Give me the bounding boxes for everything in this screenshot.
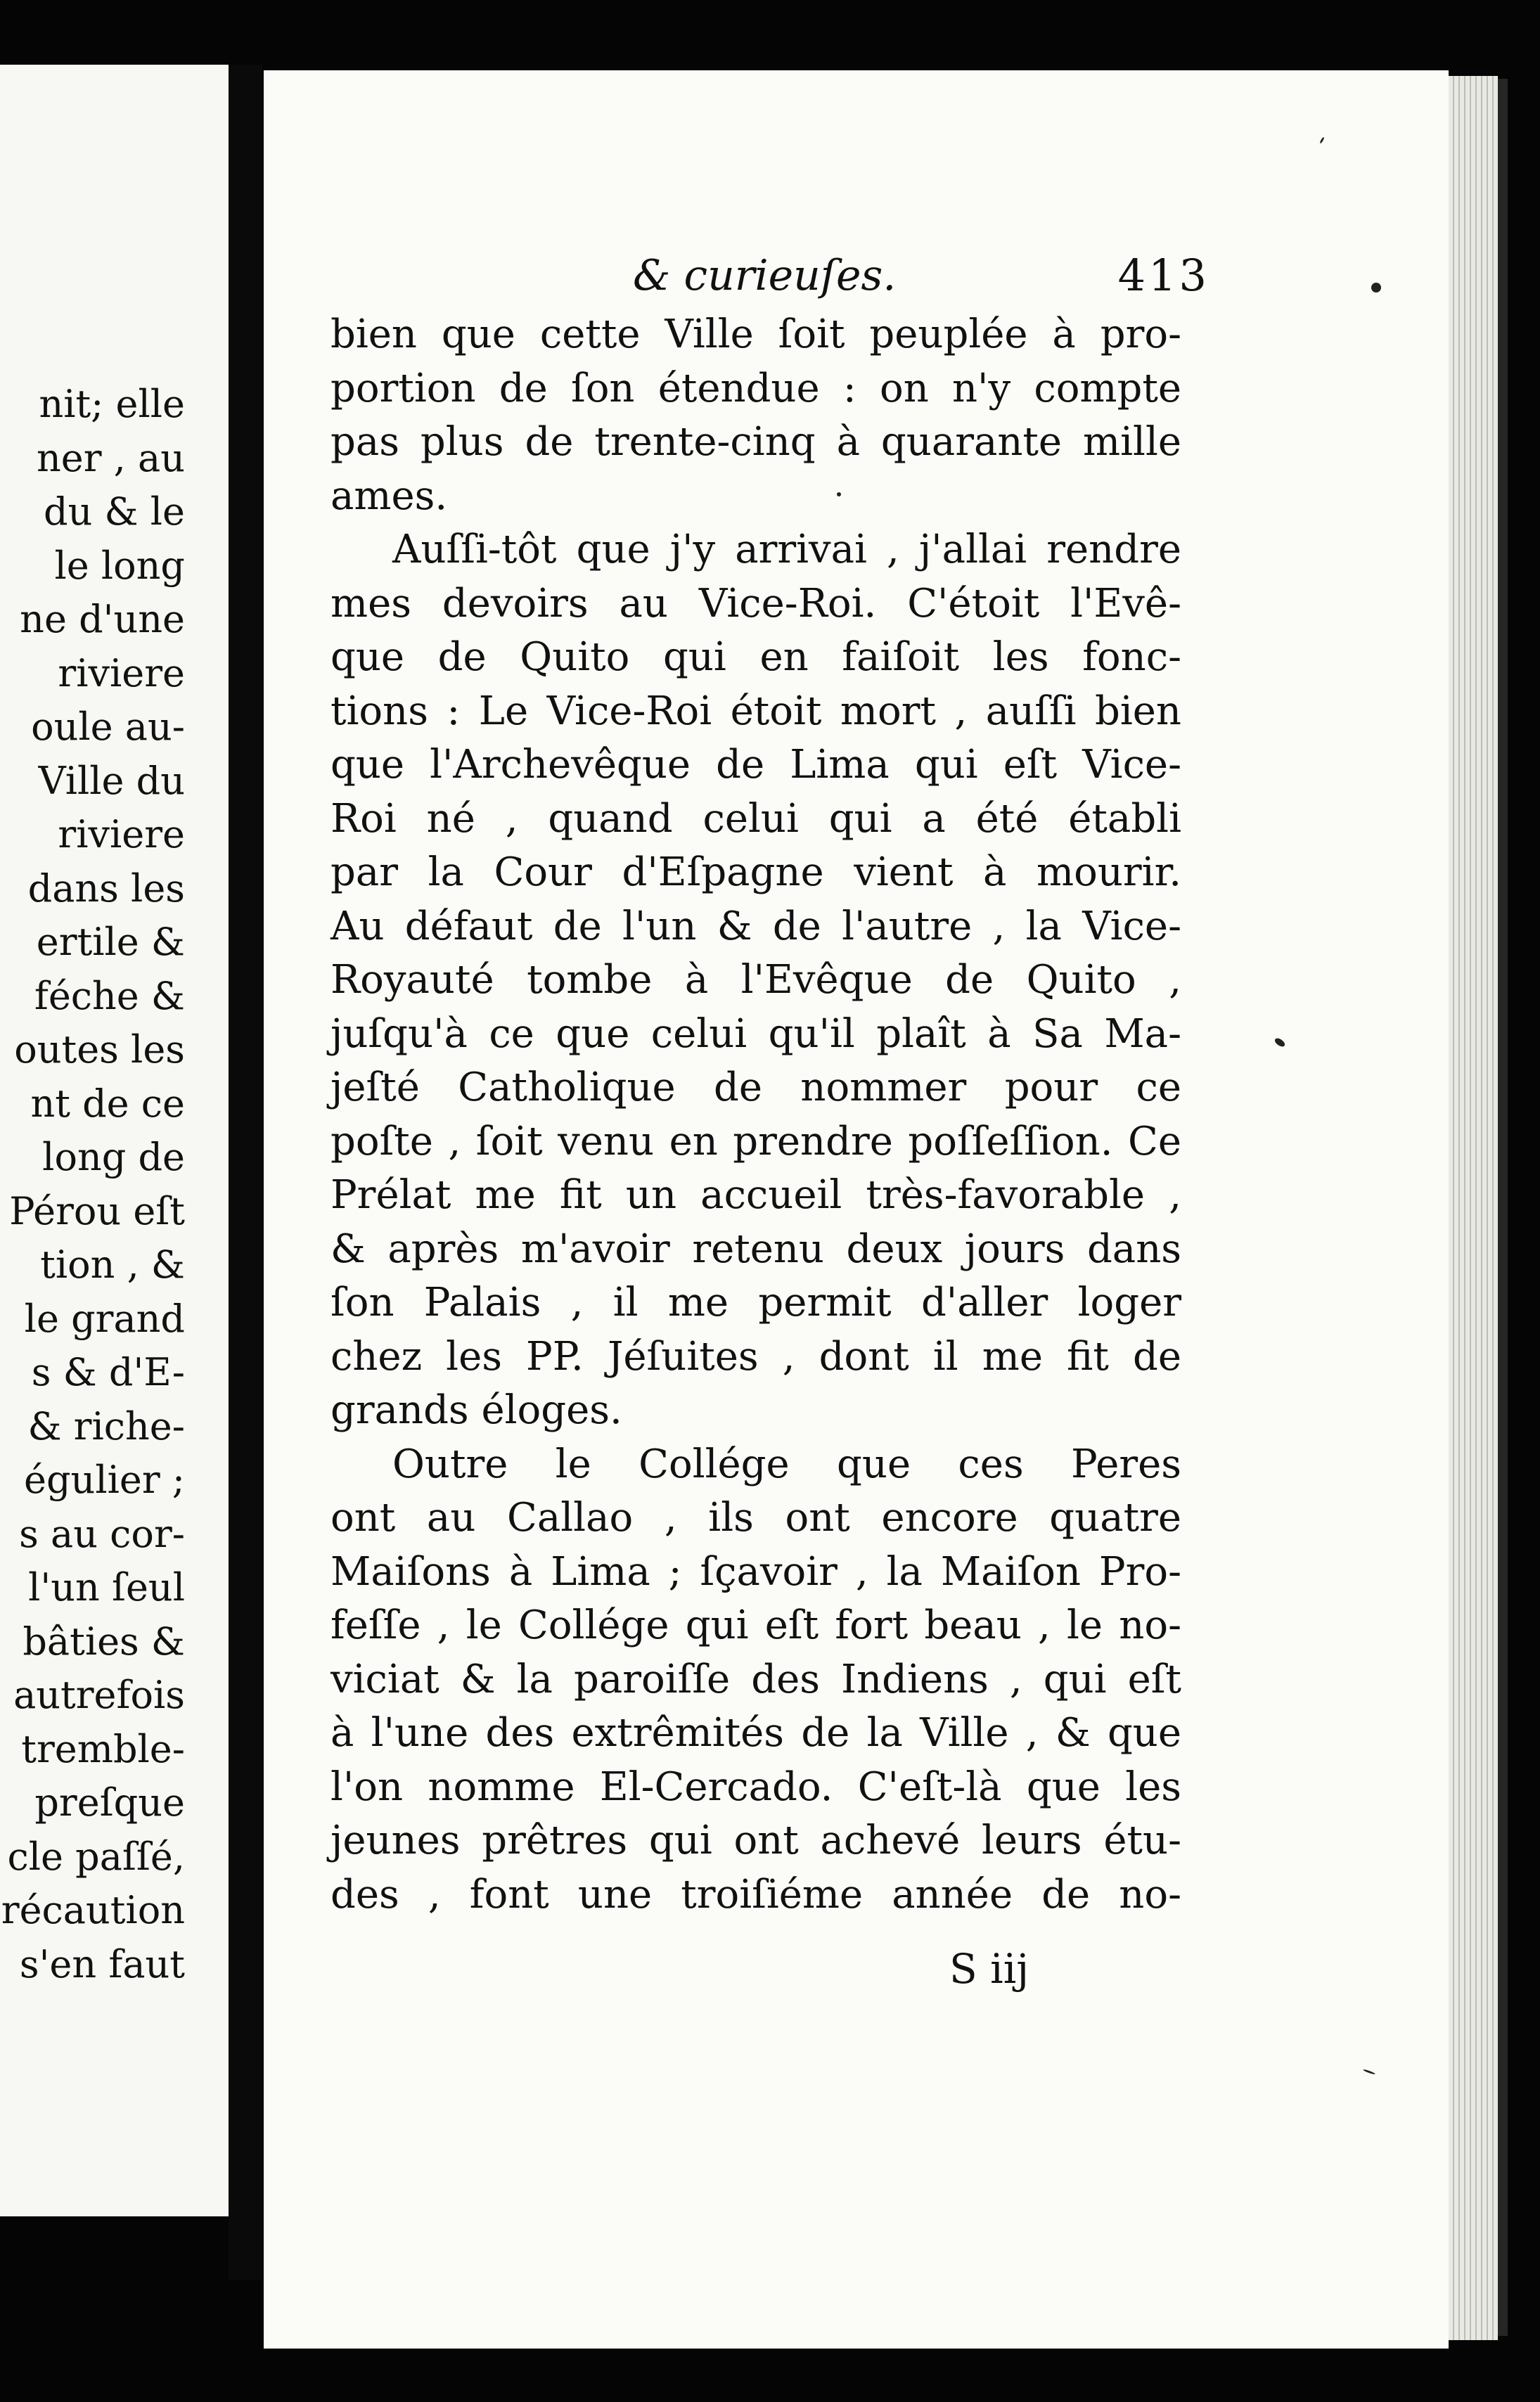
- left-line: l'un ſeul: [28, 1565, 185, 1610]
- text-line: & après m'avoir retenu deux jours dans: [331, 1226, 1181, 1272]
- text-line: poſte , ſoit venu en prendre poſſeſſion. Ce: [331, 1118, 1181, 1164]
- page-number: 413: [1117, 250, 1209, 301]
- left-line: le grand: [24, 1296, 185, 1341]
- body-text: [331, 308, 1181, 1922]
- left-line: cle paſſé,: [7, 1834, 185, 1879]
- text-line: portion de ſon étendue : on n'y compte: [331, 365, 1181, 411]
- running-title: & curieuſes.: [633, 251, 897, 300]
- left-line: récaution: [1, 1888, 185, 1932]
- text-line: ont au Callao , ils ont encore quatre: [331, 1495, 1181, 1541]
- left-line: le long: [54, 543, 185, 588]
- left-line: dans les: [27, 866, 185, 911]
- ink-speck: [837, 492, 841, 496]
- ink-speck: [1371, 283, 1381, 293]
- text-line: Outre le Collége que ces Peres: [392, 1441, 1181, 1487]
- left-line: ertile &: [36, 920, 185, 964]
- text-line: ames.: [331, 473, 448, 519]
- left-page-text: [1, 378, 185, 1991]
- left-line: riviere: [58, 812, 185, 856]
- text-line: mes devoirs au Vice-Roi. C'étoit l'Evê-: [331, 580, 1181, 627]
- text-line: l'on nomme El-Cercado. C'eſt-là que les: [331, 1764, 1181, 1810]
- left-line: s & d'E-: [31, 1350, 185, 1394]
- page-edge-shadow: [1498, 79, 1508, 2336]
- left-line: égulier ;: [24, 1458, 185, 1502]
- text-line: Maiſons à Lima ; ſçavoir , la Maiſon Pro-: [331, 1548, 1181, 1595]
- left-line: & riche-: [27, 1404, 185, 1449]
- left-line: ner , au: [36, 435, 185, 480]
- text-line: Royauté tombe à l'Evêque de Quito ,: [331, 957, 1181, 1003]
- text-line: à l'une des extrêmités de la Ville , & que: [331, 1710, 1181, 1756]
- text-line: tions : Le Vice-Roi étoit mort , auſſi bien: [331, 688, 1181, 734]
- left-line: Ville du: [38, 758, 185, 803]
- text-line: que l'Archevêque de Lima qui eſt Vice-: [331, 742, 1181, 788]
- text-line: que de Quito qui en faiſoit les fonc-: [331, 634, 1181, 680]
- left-line: Pérou eſt: [9, 1188, 185, 1233]
- left-line: s'en faut: [19, 1941, 185, 1986]
- text-line: Auſſi-tôt que j'y arrivai , j'allai rendre: [392, 527, 1181, 572]
- text-line: ſon Palais , il me permit d'aller loger: [331, 1280, 1181, 1325]
- text-line: des , font une troiſiéme année de no-: [331, 1871, 1181, 1918]
- left-line: tion , &: [40, 1242, 185, 1287]
- book-gutter: [229, 65, 262, 2280]
- text-line: pas plus de trente-cinq à quarante mille: [331, 419, 1181, 465]
- left-line: bâties &: [23, 1619, 185, 1664]
- left-page: [0, 65, 229, 2216]
- text-line: jeſté Catholique de nommer pour ce: [331, 1065, 1181, 1110]
- text-line: chez les PP. Jéſuites , dont il me fit de: [331, 1333, 1181, 1380]
- text-line: feſſe , le Collége qui eſt fort beau , le no-: [331, 1603, 1181, 1648]
- text-line: juſqu'à ce que celui qu'il plaît à Sa Ma-: [331, 1010, 1181, 1057]
- text-line: Prélat me fit un accueil très-favorable ,: [331, 1172, 1181, 1218]
- page-edge: [1449, 76, 1498, 2340]
- left-line: nt de ce: [30, 1081, 185, 1126]
- text-line: viciat & la paroiſſe des Indiens , qui eſt: [331, 1656, 1181, 1702]
- text-line: jeunes prêtres qui ont achevé leurs étu-: [331, 1818, 1181, 1863]
- left-line: riviere: [58, 650, 185, 695]
- left-line: long de: [42, 1135, 185, 1179]
- left-line: du & le: [44, 489, 185, 534]
- left-line: preſque: [34, 1780, 185, 1825]
- text-line: Au défaut de l'un & de l'autre , la Vice-: [331, 903, 1181, 949]
- text-line: bien que cette Ville ſoit peuplée à pro-: [331, 312, 1181, 357]
- left-line: ne d'une: [20, 597, 185, 641]
- left-line: outes les: [14, 1027, 185, 1072]
- text-line: par la Cour d'Eſpagne vient à mourir.: [331, 849, 1181, 895]
- text-line: Roi né , quand celui qui a été établi: [331, 795, 1181, 842]
- left-line: tremble-: [21, 1726, 185, 1771]
- text-line: grands éloges.: [331, 1387, 622, 1433]
- left-line: oule au-: [31, 705, 185, 749]
- left-line: s au cor-: [19, 1511, 185, 1556]
- signature-mark: S iij: [949, 1945, 1029, 1993]
- page-header: [331, 248, 1209, 304]
- left-line: autrefois: [13, 1673, 185, 1717]
- left-line: féche &: [34, 973, 185, 1018]
- left-line: nit; elle: [39, 382, 185, 426]
